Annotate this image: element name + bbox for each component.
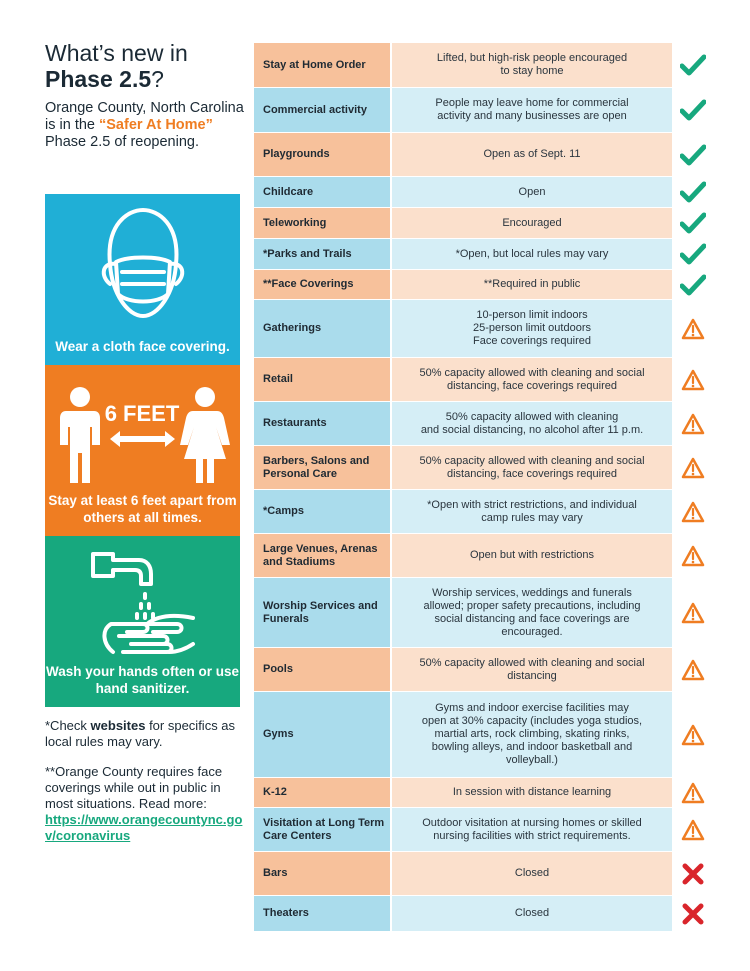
- row-description-cell: [392, 534, 672, 577]
- caution-triangle-icon: [672, 300, 714, 357]
- row-description-cell: [392, 692, 672, 777]
- caution-triangle-icon: [672, 534, 714, 577]
- table-row: [254, 270, 714, 299]
- table-row: [254, 402, 714, 445]
- row-category: *Camps: [254, 490, 392, 533]
- caution-triangle-icon: [672, 490, 714, 533]
- row-description-cell: [392, 578, 672, 647]
- row-category: Visitation at Long Term Care Centers: [254, 808, 392, 851]
- row-description-cell: [392, 88, 672, 132]
- table-row: [254, 692, 714, 777]
- table-row: [254, 43, 714, 87]
- row-category: *Parks and Trails: [254, 239, 392, 269]
- intro-pre: Orange County, North Carolina is in the: [45, 100, 244, 133]
- row-category: **Face Coverings: [254, 270, 392, 299]
- caution-triangle-icon: [672, 648, 714, 691]
- row-description: Outdoor visitation at nursing homes or skilled nursing facilities with strict requirements.: [422, 816, 642, 842]
- closed-x-icon: [672, 896, 714, 931]
- distance-caption: Stay at least 6 feet apart from others at all times.: [48, 493, 237, 525]
- mask-caption: Wear a cloth face covering.: [55, 339, 230, 354]
- row-description: 10-person limit indoors 25-person limit outdoors Face coverings required: [472, 309, 591, 347]
- row-description: Encouraged: [502, 216, 562, 229]
- row-category: Teleworking: [254, 208, 392, 238]
- table-row: [254, 239, 714, 269]
- title-phase: Phase 2.5: [45, 66, 152, 92]
- footnote-websites-bold: websites: [90, 718, 146, 733]
- table-row: [254, 534, 714, 577]
- row-category: Gyms: [254, 692, 392, 777]
- table-row: [254, 578, 714, 647]
- page-title: [45, 40, 245, 92]
- table-row: [254, 852, 714, 895]
- row-description: **Required in public: [483, 278, 581, 290]
- mask-panel: [45, 194, 240, 365]
- row-description-cell: [392, 446, 672, 489]
- row-category: Childcare: [254, 177, 392, 207]
- table-row: [254, 490, 714, 533]
- intro-section: [45, 40, 245, 151]
- coronavirus-link[interactable]: https://www.orangecountync.gov/coronavirus: [45, 812, 243, 843]
- table-row: [254, 358, 714, 401]
- row-description: Worship services, weddings and funerals allowed; proper safety precautions, including social distancing and face coverings are encouraged.: [423, 586, 641, 638]
- row-description-cell: [392, 208, 672, 238]
- row-description-cell: [392, 43, 672, 87]
- row-category: K-12: [254, 778, 392, 807]
- intro-post: Phase 2.5 of reopening.: [45, 134, 199, 150]
- footnote-websites-pre: *Check: [45, 718, 91, 733]
- row-description-cell: [392, 852, 672, 895]
- feet-label: 6 FEET: [104, 401, 180, 426]
- table-row: [254, 133, 714, 176]
- row-description-cell: [392, 490, 672, 533]
- row-category: Stay at Home Order: [254, 43, 392, 87]
- row-category: Theaters: [254, 896, 392, 931]
- table-row: [254, 446, 714, 489]
- table-row: [254, 177, 714, 207]
- distance-panel: [45, 365, 240, 536]
- row-category: Commercial activity: [254, 88, 392, 132]
- checkmark-icon: [672, 177, 714, 207]
- checkmark-icon: [672, 270, 714, 299]
- row-description-cell: [392, 177, 672, 207]
- row-description: Closed: [514, 907, 550, 919]
- checkmark-icon: [672, 239, 714, 269]
- footnotes: [45, 718, 245, 858]
- row-description: 50% capacity allowed with cleaning and social distancing, no alcohol after 11 p.m.: [420, 410, 644, 436]
- row-category: Restaurants: [254, 402, 392, 445]
- title-question-mark: ?: [151, 66, 164, 92]
- handwash-panel: [45, 536, 240, 707]
- row-description-cell: [392, 300, 672, 357]
- table-row: [254, 88, 714, 132]
- caution-triangle-icon: [672, 358, 714, 401]
- table-row: [254, 300, 714, 357]
- row-description-cell: [392, 808, 672, 851]
- row-description: People may leave home for commercial activity and many businesses are open: [435, 97, 629, 122]
- footnote-face-coverings: [45, 764, 245, 844]
- row-description: Gyms and indoor exercise facilities may open at 30% capacity (includes yoga studios, martial arts, rock climbing, skating rinks, bowling alleys, and indoor basketball and volleyball.): [421, 702, 643, 766]
- footnote-websites-post: for specifics as local rules may vary.: [45, 718, 236, 749]
- row-description: In session with distance learning: [452, 786, 612, 798]
- hand-wash-icon: [83, 544, 203, 664]
- row-description-cell: [392, 648, 672, 691]
- row-description-cell: [392, 778, 672, 807]
- caution-triangle-icon: [672, 808, 714, 851]
- row-description-cell: [392, 239, 672, 269]
- table-row: [254, 648, 714, 691]
- face-mask-icon: [88, 204, 198, 324]
- row-description: Closed: [514, 867, 550, 879]
- row-description: Lifted, but high-risk people encouraged to stay home: [436, 52, 628, 77]
- row-category: Gatherings: [254, 300, 392, 357]
- wash-caption: Wash your hands often or use hand sanitizer.: [45, 664, 240, 696]
- checkmark-icon: [672, 208, 714, 238]
- row-category: Barbers, Salons and Personal Care: [254, 446, 392, 489]
- footnote-websites: [45, 718, 245, 750]
- closed-x-icon: [672, 852, 714, 895]
- caution-triangle-icon: [672, 778, 714, 807]
- table-row: [254, 778, 714, 807]
- table-row: [254, 808, 714, 851]
- row-description: 50% capacity allowed with cleaning and social distancing: [419, 656, 645, 682]
- row-description: Open but with restrictions: [469, 549, 595, 561]
- footnote-face-coverings-text: **Orange County requires face coverings while out in public in most situations. Read more:: [45, 764, 223, 811]
- row-description-cell: [392, 402, 672, 445]
- row-category: Pools: [254, 648, 392, 691]
- table-row: [254, 208, 714, 238]
- checkmark-icon: [672, 43, 714, 87]
- caution-triangle-icon: [672, 402, 714, 445]
- intro-text: [45, 100, 245, 151]
- row-category: Large Venues, Arenas and Stadiums: [254, 534, 392, 577]
- table-row: [254, 896, 714, 931]
- row-description-cell: [392, 358, 672, 401]
- row-description-cell: [392, 133, 672, 176]
- row-category: Playgrounds: [254, 133, 392, 176]
- caution-triangle-icon: [672, 446, 714, 489]
- row-description-cell: [392, 896, 672, 931]
- caution-triangle-icon: [672, 578, 714, 647]
- row-description: Open: [518, 185, 546, 198]
- row-description: 50% capacity allowed with cleaning and social distancing, face coverings required: [419, 366, 645, 392]
- row-description: 50% capacity allowed with cleaning and social distancing, face coverings required: [419, 454, 645, 480]
- caution-triangle-icon: [672, 692, 714, 777]
- social-distance-icon: [50, 383, 235, 493]
- row-description: *Open, but local rules may vary: [455, 247, 609, 260]
- row-category: Bars: [254, 852, 392, 895]
- row-category: Worship Services and Funerals: [254, 578, 392, 647]
- title-line1: What’s new in: [45, 40, 188, 66]
- row-description: Open as of Sept. 11: [483, 148, 581, 160]
- row-category: Retail: [254, 358, 392, 401]
- checkmark-icon: [672, 133, 714, 176]
- row-description-cell: [392, 270, 672, 299]
- intro-highlight: “Safer At Home”: [99, 117, 213, 133]
- row-description: *Open with strict restrictions, and individual camp rules may vary: [427, 498, 637, 524]
- checkmark-icon: [672, 88, 714, 132]
